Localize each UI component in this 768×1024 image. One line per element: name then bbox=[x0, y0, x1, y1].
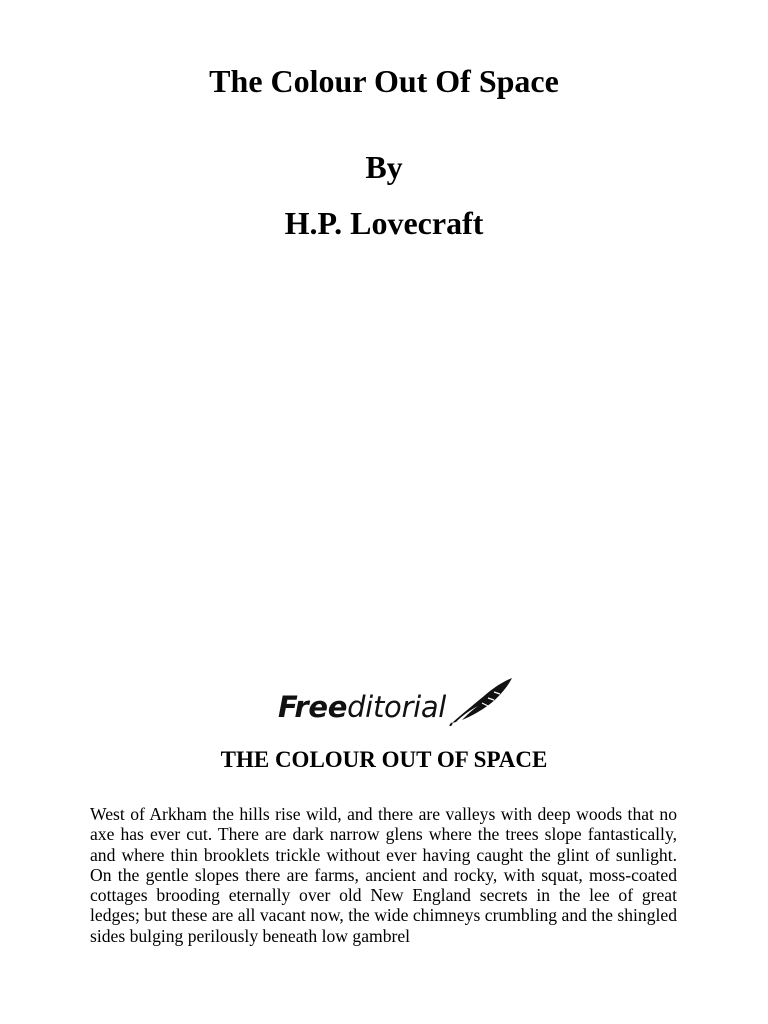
logo-text-free: Free bbox=[278, 690, 348, 724]
quill-feather-icon bbox=[448, 676, 514, 726]
document-title: The Colour Out Of Space bbox=[209, 63, 559, 99]
story-paragraph: West of Arkham the hills rise wild, and there are valleys with deep woods that no axe has ever cut. There are dark narrow glens where the trees slope fantastically, and where thin brooklets trickle without ever having caught the glint of sunlight. On the gentle slopes there are farms, ancient and rocky, with squat, moss-coated cottages brooding eternally over old New England secrets in the lee of great ledges; but these are all vacant now, the wide chimneys crumbling and the shingled sides bulging perilously beneath low gambrel bbox=[90, 804, 677, 946]
by-line: By bbox=[365, 149, 403, 185]
logo-text-ditorial: ditorial bbox=[347, 690, 447, 724]
freeditorial-logo bbox=[278, 676, 514, 726]
logo-wordmark bbox=[278, 690, 446, 724]
story-heading: THE COLOUR OUT OF SPACE bbox=[220, 747, 548, 772]
author-name: H.P. Lovecraft bbox=[284, 205, 484, 241]
